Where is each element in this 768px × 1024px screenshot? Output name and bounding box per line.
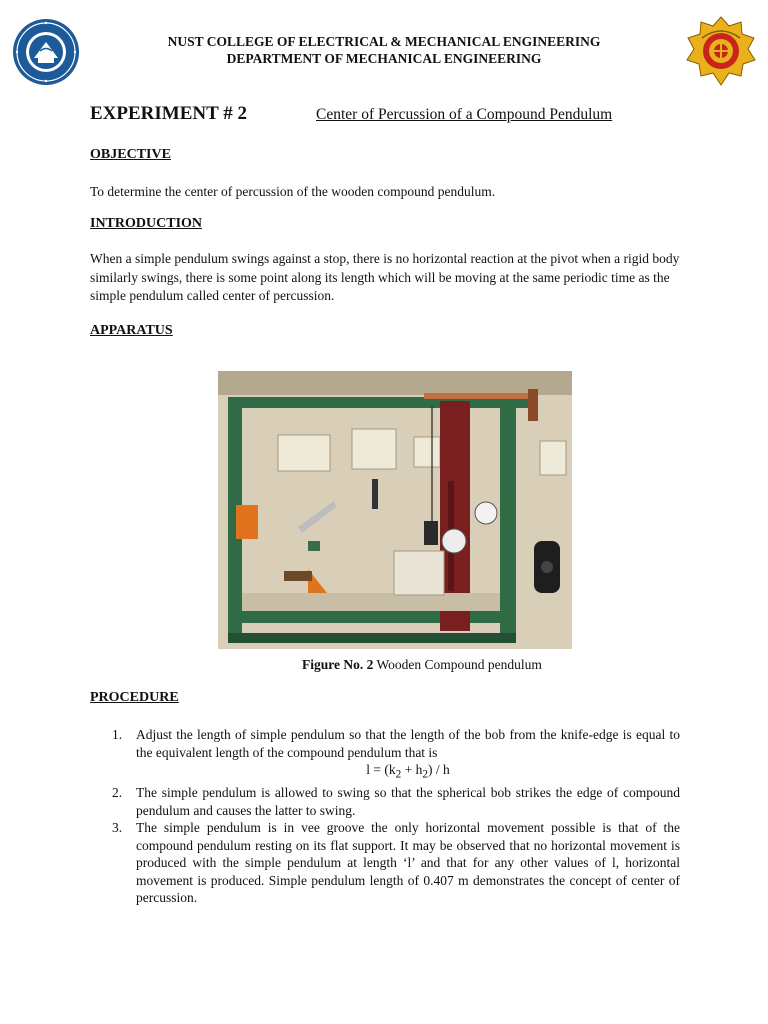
procedure-list: [112, 726, 680, 907]
department-name: DEPARTMENT OF MECHANICAL ENGINEERING: [226, 51, 542, 66]
apparatus-heading: APPARATUS: [90, 323, 173, 338]
list-item: [112, 726, 680, 784]
list-item-number: 2.: [112, 785, 123, 801]
objective-text: To determine the center of percussion of the wooden compound pendulum.: [90, 184, 496, 199]
introduction-text: When a simple pendulum swings against a stop, there is no horizontal reaction at the pivot when a rigid body similarly swings, there is some point along its length which will be moving at the same periodic time as the simple pendulum called center of percussion.: [90, 251, 680, 303]
equivalent-length-formula: $l = (k_2 + h_2) / h$: [366, 762, 450, 781]
college-name: NUST COLLEGE OF ELECTRICAL & MECHANICAL ENGINEERING: [167, 34, 601, 49]
introduction-heading: INTRODUCTION: [90, 216, 203, 231]
figure-caption-text: Wooden Compound pendulum: [376, 657, 542, 672]
list-item-number: 1.: [112, 727, 123, 742]
compound-pendulum-photo: [218, 371, 572, 649]
figure-caption: [302, 657, 542, 673]
institution-header: [100, 33, 668, 67]
list-item-text: The simple pendulum is allowed to swing so that the spherical bob strikes the edge of compound pendulum and causes the latter to swing.: [136, 785, 680, 818]
experiment-title: Center of Percussion of a Compound Pendulum: [316, 106, 613, 123]
experiment-number: EXPERIMENT # 2: [90, 103, 247, 124]
procedure-heading: PROCEDURE: [90, 690, 179, 705]
list-item-text: The simple pendulum is in vee groove the only horizontal movement possible is that of the compound pendulum resting on its flat support. It may be observed that no horizontal movement is produced with the simple pendulum at length ‘l’ and that for any other values of l, horizontal movement is produced. Simple pendulum length of 0.407 m demonstrates the concept of center of percussion.: [136, 820, 680, 906]
nust-seal-logo: [12, 18, 80, 86]
list-item-number: 3.: [112, 820, 123, 836]
eme-crest-logo: [684, 14, 758, 88]
list-item-text: Adjust the length of simple pendulum so that the length of the bob from the knife-edge is equal to the equivalent length of the compound pendulum that is: [136, 727, 680, 760]
figure-label: Figure No. 2: [302, 657, 374, 672]
objective-heading: OBJECTIVE: [90, 147, 171, 162]
list-item: [112, 819, 680, 907]
list-item: [112, 784, 680, 819]
